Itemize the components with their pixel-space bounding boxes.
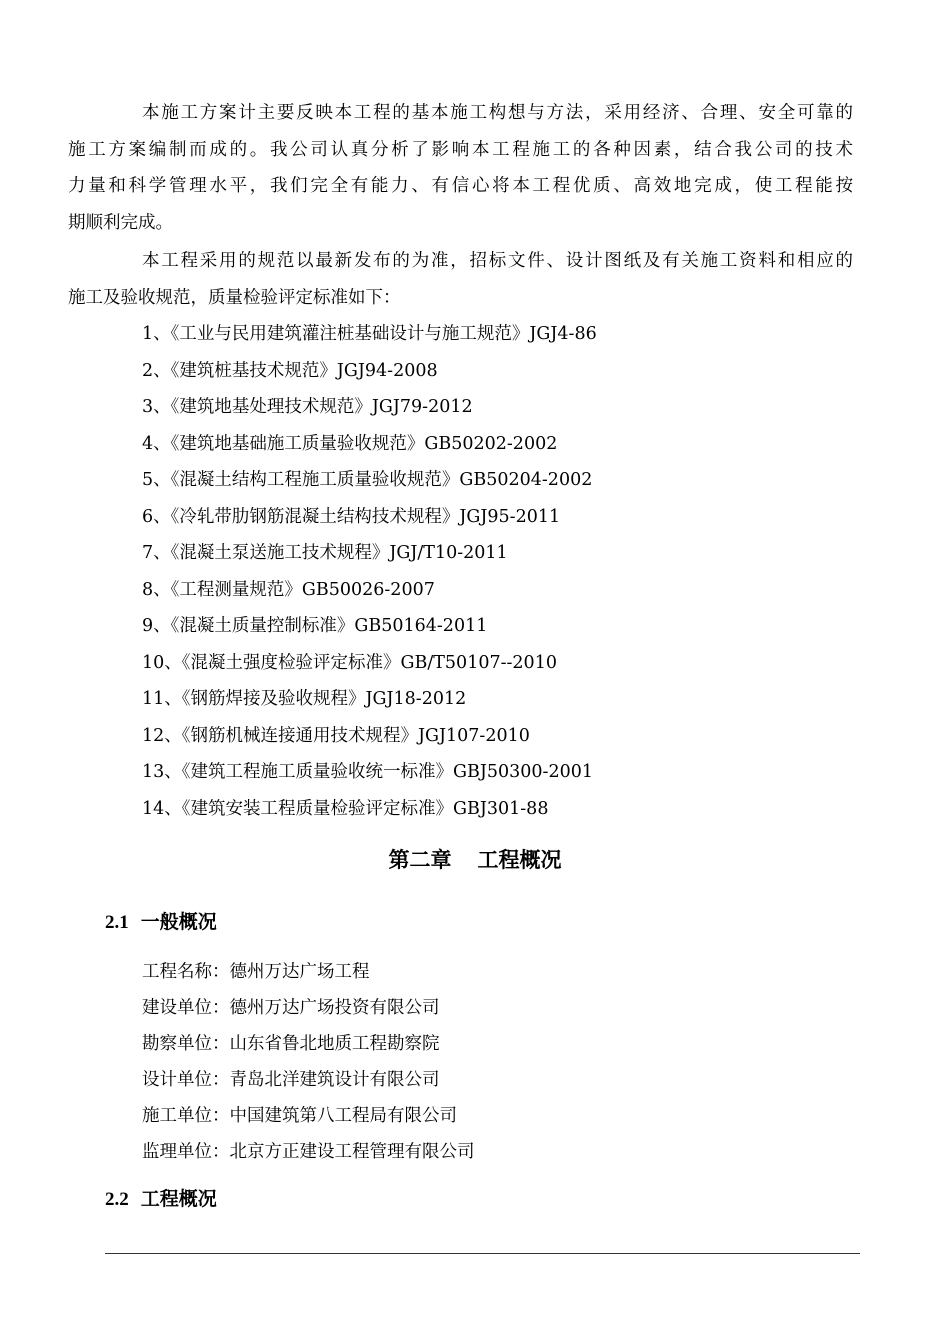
list-item: 13、《建筑工程施工质量验收统一标准》GBJ50300-2001 <box>142 762 593 782</box>
standards-list <box>142 316 597 827</box>
intro-p1-line-4: 期顺利完成。 <box>68 212 173 233</box>
info-construction: 施工单位：中国建筑第八工程局有限公司 <box>142 1106 457 1126</box>
list-item: 6、《冷轧带肋钢筋混凝土结构技术规程》JGJ95-2011 <box>142 506 561 527</box>
section-title: 一般概况 <box>140 911 217 933</box>
list-item: 7、《混凝土泵送施工技术规程》JGJ/T10-2011 <box>142 543 508 563</box>
info-owner: 建设单位：德州万达广场投资有限公司 <box>142 998 440 1018</box>
chapter-number: 第二章 <box>388 847 452 872</box>
list-item: 5、《混凝土结构工程施工质量验收规范》GB50204-2002 <box>142 470 593 490</box>
intro-p1-line-3: 力量和科学管理水平，我们完全有能力、有信心将本工程优质、高效地完成，使工程能按 <box>68 176 853 196</box>
intro-p1-line-2: 施工方案编制而成的。我公司认真分析了影响本工程施工的各种因素，结合我公司的技术 <box>68 139 853 160</box>
list-item: 1、《工业与民用建筑灌注桩基础设计与施工规范》JGJ4-86 <box>142 324 597 344</box>
section-heading-2-1 <box>105 904 217 941</box>
chapter-title: 工程概况 <box>477 847 562 872</box>
list-item: 14、《建筑安装工程质量检验评定标准》GBJ301-88 <box>142 798 549 819</box>
info-survey: 勘察单位：山东省鲁北地质工程勘察院 <box>142 1034 440 1054</box>
list-item: 2、《建筑桩基技术规范》JGJ94-2008 <box>142 360 438 381</box>
section-number: 2.1 <box>105 912 129 933</box>
list-item: 8、《工程测量规范》GB50026-2007 <box>142 579 435 600</box>
section-heading-2-2 <box>105 1181 217 1218</box>
list-item: 11、《钢筋焊接及验收规程》JGJ18-2012 <box>142 689 467 709</box>
info-design: 设计单位：青岛北洋建筑设计有限公司 <box>142 1070 440 1090</box>
intro-p1-line-1: 本施工方案计主要反映本工程的基本施工构想与方法，采用经济、合理、安全可靠的 <box>142 103 853 123</box>
list-item: 3、《建筑地基处理技术规范》JGJ79-2012 <box>142 397 473 417</box>
intro-paragraph-2 <box>68 243 853 316</box>
section-number: 2.2 <box>105 1189 129 1210</box>
info-supervision: 监理单位：北京方正建设工程管理有限公司 <box>142 1142 475 1162</box>
list-item: 12、《钢筋机械连接通用技术规程》JGJ107-2010 <box>142 725 530 746</box>
chapter-heading <box>0 840 950 880</box>
list-item: 10、《混凝土强度检验评定标准》GB/T50107--2010 <box>142 652 557 673</box>
intro-p2-line-2: 施工及验收规范，质量检验评定标准如下： <box>68 287 401 308</box>
footer-divider <box>105 1253 860 1254</box>
general-info-list <box>142 954 475 1170</box>
intro-paragraph-1 <box>68 95 853 241</box>
intro-p2-line-1: 本工程采用的规范以最新发布的为准，招标文件、设计图纸及有关施工资料和相应的 <box>142 251 853 271</box>
info-project-name: 工程名称：德州万达广场工程 <box>142 962 370 982</box>
list-item: 9、《混凝土质量控制标准》GB50164-2011 <box>142 616 488 636</box>
list-item: 4、《建筑地基础施工质量验收规范》GB50202-2002 <box>142 433 558 454</box>
section-title: 工程概况 <box>140 1188 217 1210</box>
